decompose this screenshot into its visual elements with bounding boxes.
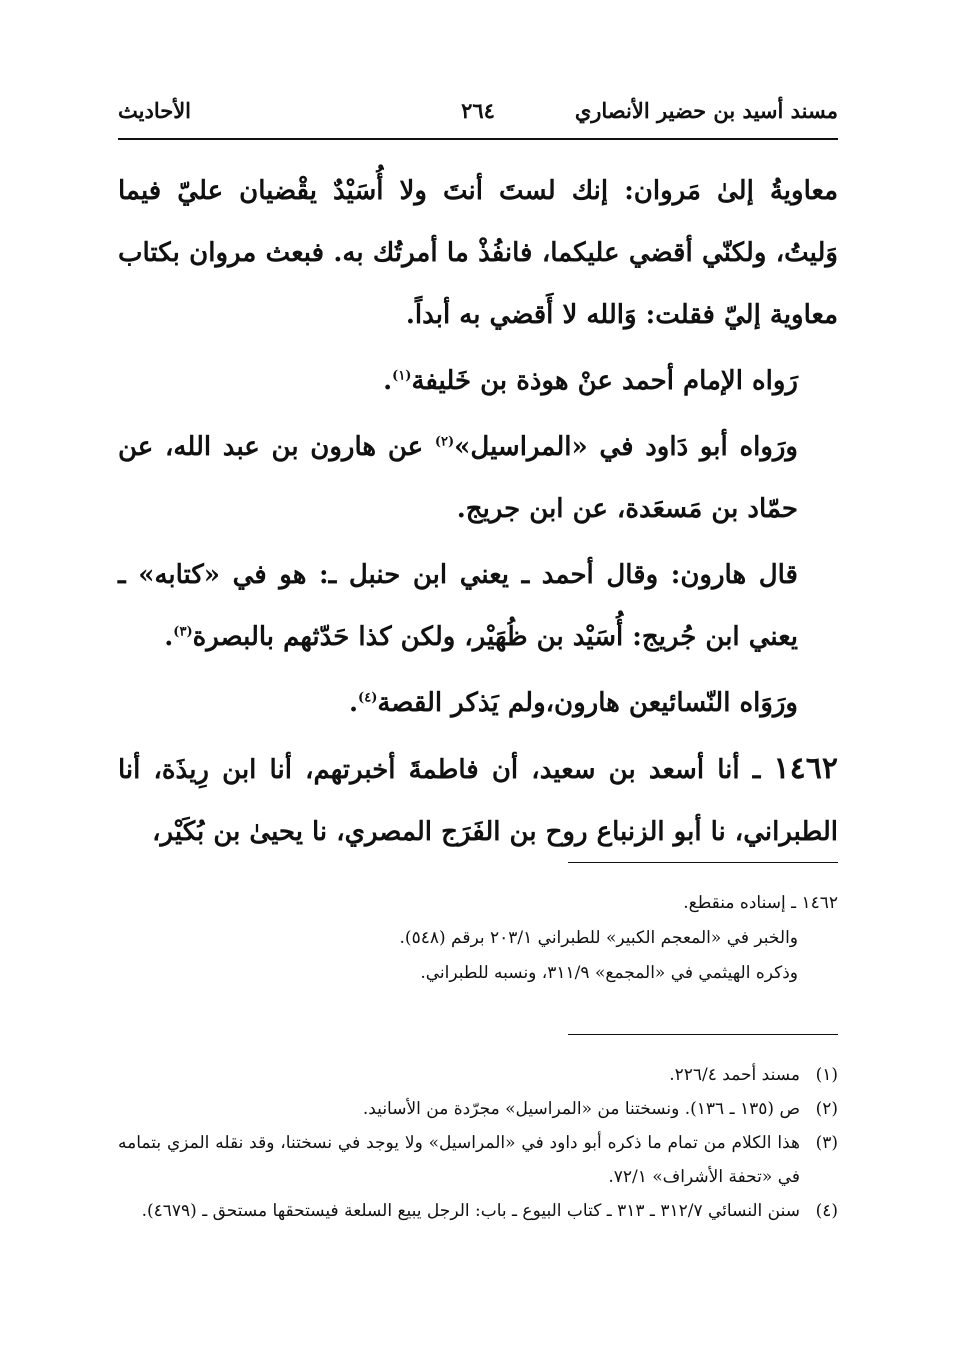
paragraph-3 <box>118 416 838 540</box>
paragraph-5-text: ورَوَاه النّسائيعن هارون،ولم يَذكر القصة <box>377 688 798 718</box>
footnotes-divider <box>568 1034 838 1035</box>
footnote-text: ص (١٣٥ ـ ١٣٦). ونسختنا من «المراسيل» مجرّدة من الأسانيد. <box>362 1099 800 1119</box>
takhrij-notes <box>118 886 838 991</box>
footnote-text: مسند أحمد ٢٢٦/٤. <box>669 1065 800 1085</box>
takhrij-line-1: ١٤٦٢ ـ إسناده منقطع. <box>683 893 838 913</box>
paragraph-3-text-a: ورَواه أبو دَاود في «المراسيل» <box>454 432 798 462</box>
footnote-2 <box>118 1092 838 1126</box>
footnote-ref-3: (٣) <box>173 624 193 640</box>
hadith-text: ـ أنا أسعد بن سعيد، أن فاطمةَ أخبرتهم، أنا ابن رِيذَة، أنا الطبراني، نا أبو الزنباع روح بن الفَرَج المصري، نا يحيىٰ بن بُكَيْر، <box>118 755 838 847</box>
book-title: مسند أسيد بن حضير الأنصاري <box>574 98 838 123</box>
footnote-1 <box>118 1058 838 1092</box>
hadith-number: ١٤٦٢ <box>773 751 838 786</box>
paragraph-1: معاويةُ إلىٰ مَروان: إنك لستَ أنتَ ولا أُسَيْدٌ يقْضيان عليّ فيما وَليتُ، ولكنّي أقضي عليكما، فانفُذْ ما أمرتُك به. فبعث مروان بكتاب معاوية إليّ فقلت: وَالله لا أَقضي به أبداً. <box>118 176 838 330</box>
footnote-text: سنن النسائي ٣١٢/٧ ـ ٣١٣ ـ كتاب البيوع ـ باب: الرجل يبيع السلعة فيستحقها مستحق ـ (٤٦٧٩). <box>141 1201 800 1221</box>
paragraph-3-text-b: عن هارون بن عبد الله، عن حمّاد بن مَسعَدة، عن ابن جريج. <box>118 432 798 524</box>
footnote-ref-1: (١) <box>392 368 412 384</box>
footnotes <box>118 1058 838 1228</box>
footnote-number: (١) <box>815 1065 838 1085</box>
takhrij-line-2: والخبر في «المعجم الكبير» للطبراني ٢٠٣/١ برقم (٥٤٨). <box>399 928 798 948</box>
paragraph-4-text: قال هارون: وقال أحمد ـ يعني ابن حنبل ـ: هو في «كتابه» ـ يعني ابن جُريج: أُسَيْد بن ظُهَيْر، ولكن كذا حَدّثهم بالبصرة <box>118 560 798 652</box>
footnote-text: هذا الكلام من تمام ما ذكره أبو داود في «المراسيل» ولا يوجد في نسختنا، وقد نقله المزي بتمامه في «تحفة الأشراف» ٧٢/١. <box>118 1133 800 1187</box>
paragraph-2-text: رَواه الإمام أحمد عنْ هوذة بن خَليفة <box>411 366 798 396</box>
footnote-ref-2: (٢) <box>434 434 455 450</box>
paragraph-5: ورَوَاه النّسائيعن هارون،ولم يَذكر القصة$^{(٤)}$. <box>348 688 798 718</box>
paragraph-4: قال هارون: وقال أحمد ـ يعني ابن حنبل ـ: هو في «كتابه» ـ يعني ابن جُريج: أُسَيْد بن ظُهَيْر، ولكن كذا حَدّثهم بالبصرة$^{(٣)}$. <box>118 560 798 652</box>
page-number: ٢٦٤ <box>461 98 495 123</box>
footnote-3 <box>118 1126 838 1194</box>
footnote-number: (٢) <box>815 1099 838 1119</box>
footnote-4 <box>118 1194 838 1228</box>
hadith-paragraph <box>118 738 838 863</box>
footnote-ref-4: (٤) <box>358 690 378 706</box>
takhrij-line-3: وذكره الهيثمي في «المجمع» ٣١١/٩، ونسبه للطبراني. <box>420 963 798 983</box>
paragraph-2: رَواه الإمام أحمد عنْ هوذة بن خَليفة$^{(١)}$. <box>383 366 798 396</box>
takhrij-divider <box>568 862 838 863</box>
main-text <box>118 160 838 863</box>
section-title: الأحاديث <box>118 98 192 123</box>
header-divider <box>118 138 838 140</box>
running-header <box>118 92 838 132</box>
footnote-number: (٤) <box>815 1201 838 1221</box>
footnote-number: (٣) <box>815 1133 838 1153</box>
